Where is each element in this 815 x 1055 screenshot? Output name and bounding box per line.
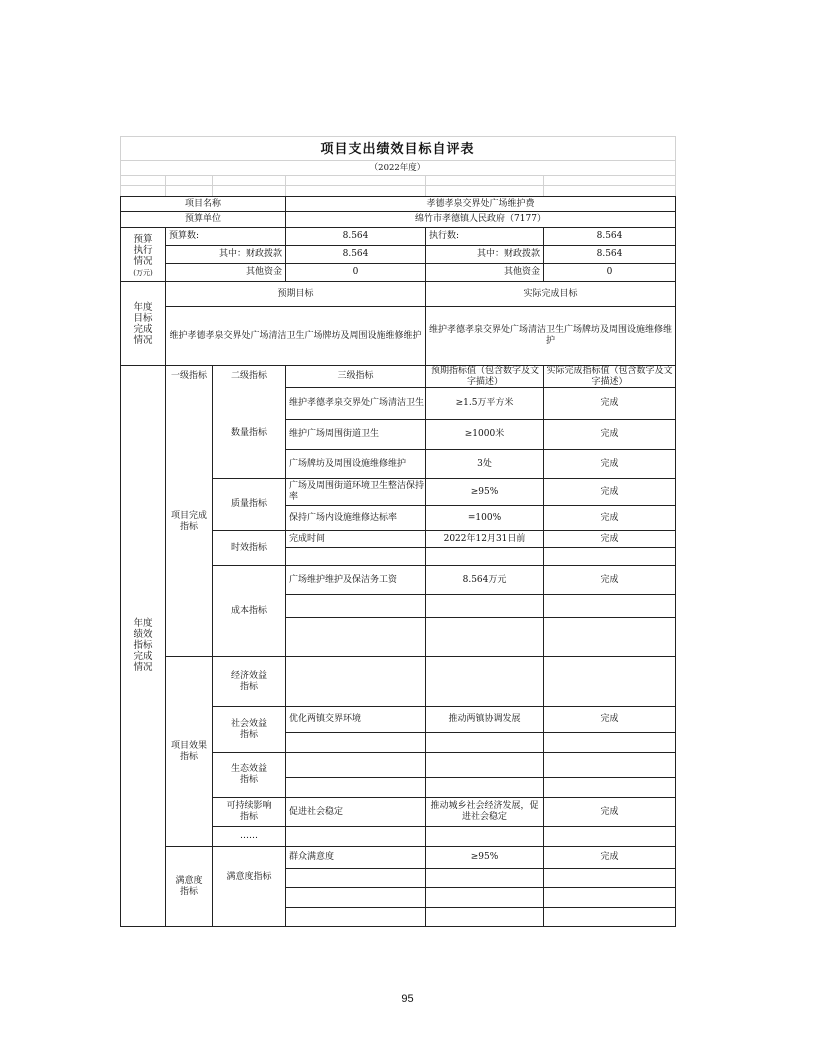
s1-expected: 推动两镇协调发展 — [448, 714, 521, 724]
exec-amount-value: 8.564 — [596, 231, 623, 241]
q1-indicator-name: 维护孝德孝泉交界处广场清洁卫生 — [289, 398, 425, 408]
expected-goal-text: 维护孝德孝泉交界处广场清洁卫生广场牌坊及周围设施维修维护 — [169, 330, 422, 341]
exec-amount-label: 执行数: — [429, 231, 460, 241]
expected-goal-header: 预期目标 — [277, 288, 314, 299]
other-exec-label: 其他资金 — [503, 267, 540, 277]
q3-indicator-name: 广场牌坊及周围设施维修维护 — [289, 458, 407, 469]
benefit-indicator-label: 项目效果 指标 — [170, 740, 207, 762]
qa1-indicator-name: 广场及周围街道环境卫生整洁保持率 — [289, 481, 425, 502]
project-name-value: 孝德孝泉交界处广场维护费 — [426, 198, 535, 209]
q2-expected: ≥1000米 — [464, 429, 505, 439]
actual-goal-header: 实际完成目标 — [523, 288, 578, 299]
actual-value-header: 实际完成指标值（包含数字及文字描述） — [546, 365, 673, 387]
qa1-actual: 完成 — [600, 486, 619, 497]
time-indicator-label: 时效指标 — [230, 542, 267, 553]
project-name-label: 项目名称 — [184, 198, 221, 209]
q1-expected: ≥1.5万平方米 — [455, 398, 514, 408]
indicators-section-label: 年度 绩效 指标 完成 情况 — [133, 617, 153, 673]
t1-indicator-name: 完成时间 — [289, 533, 326, 544]
economic-indicator-label: 经济效益 指标 — [230, 670, 267, 692]
social-indicator-label: 社会效益 指标 — [230, 718, 267, 740]
fiscal-exec-label: 其中：财政拨款 — [476, 249, 540, 259]
quantity-indicator-label: 数量指标 — [230, 427, 267, 438]
budget-amount-label: 预算数: — [169, 231, 200, 241]
ecological-indicator-label: 生态效益 指标 — [230, 764, 267, 785]
other-budget-value: 0 — [352, 267, 359, 277]
fiscal-exec-value: 8.564 — [596, 249, 623, 259]
q3-expected: 3处 — [477, 458, 492, 469]
s1-indicator-name: 优化两镇交界环境 — [289, 714, 362, 724]
c1-indicator-name: 广场维护维护及保洁务工资 — [289, 574, 398, 585]
budget-unit-value: 绵竹市孝德镇人民政府（7177） — [415, 214, 546, 224]
cost-indicator-label: 成本指标 — [230, 605, 267, 616]
fiscal-budget-value: 8.564 — [342, 249, 369, 259]
form-year: （2022年度） — [369, 162, 426, 173]
ellipsis-label: …… — [240, 831, 258, 841]
sa1-indicator-name: 群众满意度 — [289, 852, 335, 862]
su1-expected: 推动城乡社会经济发展，促进社会稳定 — [430, 801, 539, 822]
other-budget-label: 其他资金 — [245, 267, 282, 277]
satisfaction-l2-label: 满意度指标 — [226, 871, 272, 882]
qa2-actual: 完成 — [600, 512, 619, 523]
t1-expected: 2022年12月31日前 — [443, 533, 526, 544]
level3-header: 三级指标 — [337, 371, 374, 381]
expected-value-header: 预期指标值（包含数字及文字描述） — [430, 365, 539, 387]
qa2-indicator-name: 保持广场内设施维修达标率 — [289, 512, 398, 523]
page-number: 95 — [401, 993, 414, 1005]
s1-actual: 完成 — [600, 714, 619, 724]
sustain-indicator-label: 可持续影响 指标 — [226, 801, 272, 822]
form-title: 项目支出绩效目标自评表 — [320, 141, 475, 157]
level2-header: 二级指标 — [230, 371, 267, 381]
sa1-actual: 完成 — [600, 852, 619, 862]
budget-amount-value: 8.564 — [342, 231, 369, 241]
other-exec-value: 0 — [606, 267, 613, 277]
sa1-expected: ≥95% — [470, 852, 499, 862]
output-indicator-label: 项目完成 指标 — [170, 511, 207, 532]
t1-actual: 完成 — [600, 533, 619, 544]
qa1-expected: ≥95% — [470, 486, 499, 497]
qa2-expected: =100% — [467, 512, 502, 523]
actual-goal-text: 维护孝德孝泉交界处广场清洁卫生广场牌坊及周围设施维修维护 — [428, 325, 672, 346]
su1-actual: 完成 — [600, 806, 619, 817]
budget-unit-label: 预算单位 — [184, 214, 221, 224]
budget-section-label: 预算 执行 情况 — [133, 233, 153, 267]
q2-actual: 完成 — [600, 429, 619, 439]
q3-actual: 完成 — [600, 458, 619, 469]
c1-actual: 完成 — [600, 574, 619, 585]
c1-expected: 8.564万元 — [462, 574, 507, 585]
budget-unit-note: (万元) — [133, 269, 153, 277]
annual-goal-section-label: 年度 目标 完成 情况 — [133, 301, 153, 346]
su1-indicator-name: 促进社会稳定 — [289, 806, 344, 817]
satisfaction-l1-label: 满意度 指标 — [175, 875, 203, 897]
level1-header: 一级指标 — [170, 371, 207, 381]
q2-indicator-name: 维护广场周围街道卫生 — [289, 429, 380, 439]
q1-actual: 完成 — [600, 398, 619, 408]
quality-indicator-label: 质量指标 — [230, 499, 267, 509]
fiscal-budget-label: 其中：财政拨款 — [218, 249, 282, 259]
